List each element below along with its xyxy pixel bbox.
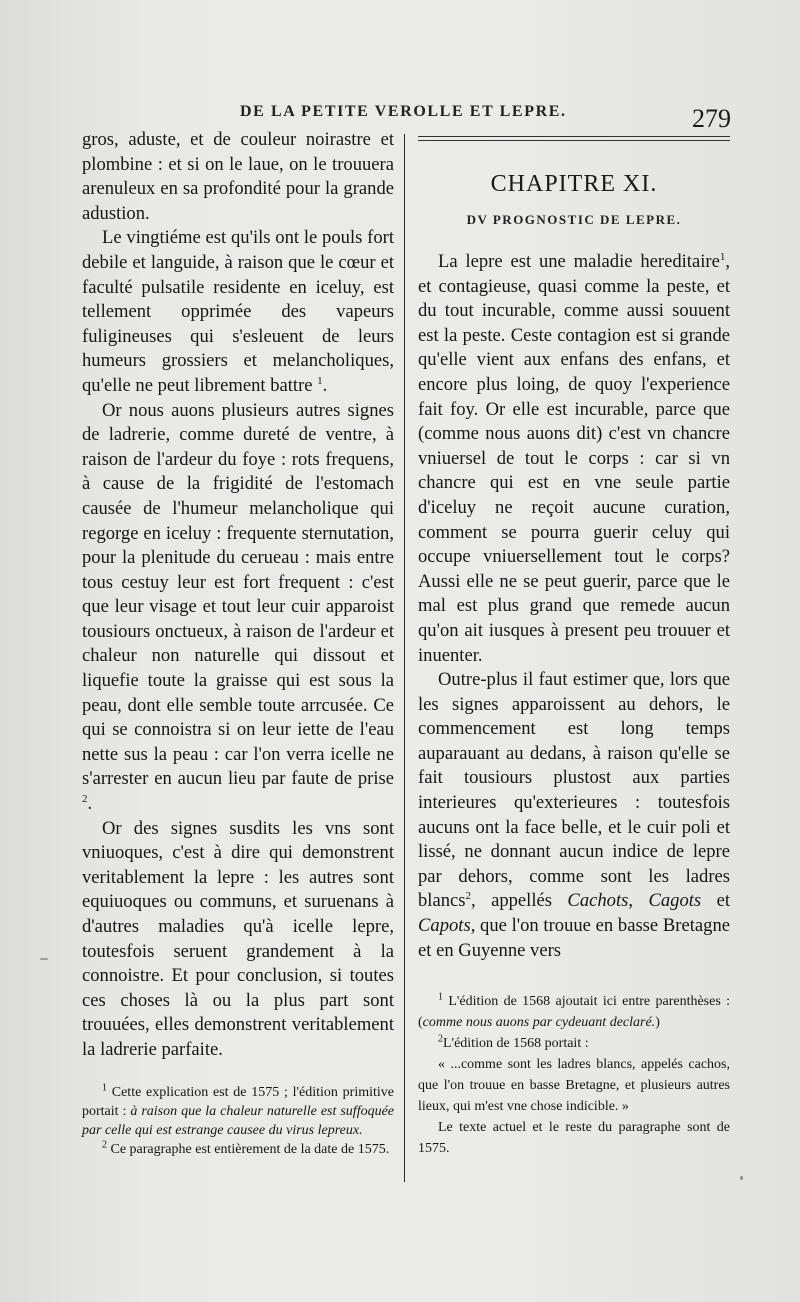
right-paragraph-2-e: , que l'on trouue en basse Bretagne et en Guyenne vers <box>418 915 730 961</box>
right-footnotes <box>418 991 730 1159</box>
right-paragraph-1-start: La lepre est une maladie hereditaire <box>438 251 720 272</box>
left-column <box>82 128 394 1159</box>
term-cagots: Cagots <box>648 890 702 912</box>
right-footnote-2-after: Le texte actuel et le reste du paragraphe sont de 1575. <box>418 1120 730 1157</box>
header-rule-top <box>418 136 730 137</box>
left-footnote-2-text: Ce paragraphe est entièrement de la date de 1575. <box>110 1141 390 1157</box>
left-paragraph-4: Or des signes susdits les vns sont vniuoques, c'est à dire qui demonstrent veritablement la lepre : les autres sont equiuoques ou communs, et suruenans à d'autres maladies qu'à icelle lepre, toutesfois seruent grandement à la connoistre. Et pour conclusion, si toutes ces choses là ou la plus part sont trouuées, elles demonstrent veritablement la ladrerie parfaite. <box>82 817 394 1060</box>
running-head: DE LA PETITE VEROLLE ET LEPRE. <box>240 103 567 120</box>
term-cachots: Cachots <box>567 890 629 912</box>
page-number: 279 <box>692 104 731 133</box>
right-paragraph-1 <box>418 250 730 668</box>
right-paragraph-2-c: , <box>628 890 634 912</box>
right-footnote-2-text: L'édition de 1568 portait : <box>443 1036 589 1052</box>
chapter-subtitle: DV PROGNOSTIC DE LEPRE. <box>466 212 682 227</box>
right-footnote-1 <box>418 991 730 1033</box>
right-footnote-2 <box>418 1033 730 1054</box>
chapter-title: CHAPITRE XI. <box>490 171 658 197</box>
right-paragraph-2-start: Outre-plus il faut estimer que, lors que les signes apparoissent au dehors, le commencement est long temps auparauant au dedans, à raison qu'elle se fait tousiours plustost aux parties interieures qu'exterieures : toutesfois aucuns ont la face belle, et le cuir poli et lissé, ne donnant aucun indice de lepre par dehors, comme sont les ladres blancs <box>418 669 730 912</box>
left-footnote-1 <box>82 1083 394 1140</box>
left-paragraph-2-end: . <box>322 374 328 396</box>
left-footnotes <box>82 1083 394 1159</box>
header-rule-bottom <box>418 140 730 141</box>
right-footnote-2-number: 2 <box>438 1033 443 1045</box>
left-footnote-2-number: 2 <box>102 1138 107 1150</box>
right-paragraph-2-d: et <box>716 890 730 912</box>
left-paragraph-3-text: Or nous auons plusieurs autres signes de ladrerie, comme dureté de ventre, à raison de l'ardeur du foye : rots frequens, à cause de la frigidité de l'estomach causée de l'humeur melancholique qui regorge en iceluy : frequente sternutation, pour la plenitude du cerueau : mais entre tous cestuy leur est fort frequent : c'est que leur visage et tout leur cuir apparoist tousiours onctueux, à raison de l'ardeur et chaleur non naturelle qui dissout et liquefie toute la graisse qui est sous la peau, dont elle semble toute arrcusée. Ce qui se connoistra si on leur iette de l'eau nette sus la peau : car l'on verra icelle ne s'arrester en aucun lieu par faute de prise <box>82 399 394 790</box>
paper-mark <box>40 958 48 960</box>
footnote-ref-right-2: 2 <box>465 890 472 903</box>
left-footnote-1-number: 1 <box>102 1081 107 1093</box>
term-capots: Capots <box>418 915 471 937</box>
paper-speck <box>740 1176 743 1180</box>
left-footnote-1-text: Cette explication est de 1575 ; l'édition primitive portait : <box>82 1084 394 1119</box>
right-footnote-1-text: L'édition de 1568 ajoutait ici entre parenthèses : ( <box>418 994 731 1031</box>
right-paragraph-2 <box>418 668 730 963</box>
column-divider <box>404 134 405 1182</box>
left-paragraph-1: gros, aduste, et de couleur noirastre et plombine : et si on le laue, on le trouuera arenuleux en sa profondité pour la grande adustion. <box>82 129 394 224</box>
right-column <box>418 136 730 1159</box>
footnote-ref-2: 2 <box>82 792 88 805</box>
right-footnote-1-quote: comme nous auons par cydeuant declaré. <box>422 1015 656 1031</box>
right-footnote-2-quote: « ...comme sont les ladres blancs, appelés cachos, que l'on trouue en basse Bretagne, et plusieurs autres lieux, qui m'est vne chose indicible. » <box>418 1057 730 1115</box>
right-footnote-1-number: 1 <box>438 991 443 1003</box>
right-footnote-1-end: ) <box>655 1015 660 1031</box>
left-footnote-2 <box>82 1140 394 1159</box>
footnote-ref-right-1: 1 <box>719 250 726 263</box>
left-paragraph-2 <box>82 226 394 398</box>
right-paragraph-1-rest: , et contagieuse, quasi comme la peste, et du tout incurable, comme aussi souuent est la peste. Ceste contagion est si grande qu'elle vient aux enfans des enfans, et encore plus loing, de quoy l'experience fait foy. Or elle est incurable, parce que (comme nous auons dit) c'est vn chancre vniuersel de tout le corps : car si vn chancre qui est en vne seule partie d'iceluy ne reçoit aucune curation, comment se pourra guerir celuy qui occupe vniuersellement tout le corps? Aussi elle ne se peut guerir, parce que le mal est plus grand que remede aucun qu'on ait iusques à present peu trouuer et inuenter. <box>418 251 730 666</box>
left-paragraph-2-text: Le vingtiéme est qu'ils ont le pouls fort debile et languide, à raison que le cœur et faculté pulsatile residente en iceluy, est tellement opprimée des vapeurs fuligineuses qui s'esleuent de leurs humeurs grossiers et melancholiques, qu'elle ne peut librement battre <box>82 227 394 396</box>
left-footnote-1-quote: à raison que la chaleur naturelle est suffoquée par celle qui est estrange causee du virus lepreux. <box>82 1103 395 1138</box>
left-paragraph-3-end: . <box>87 793 93 815</box>
right-paragraph-2-b: , appellés <box>471 890 552 912</box>
footnote-ref-1: 1 <box>317 374 323 387</box>
left-paragraph-3 <box>82 399 394 817</box>
